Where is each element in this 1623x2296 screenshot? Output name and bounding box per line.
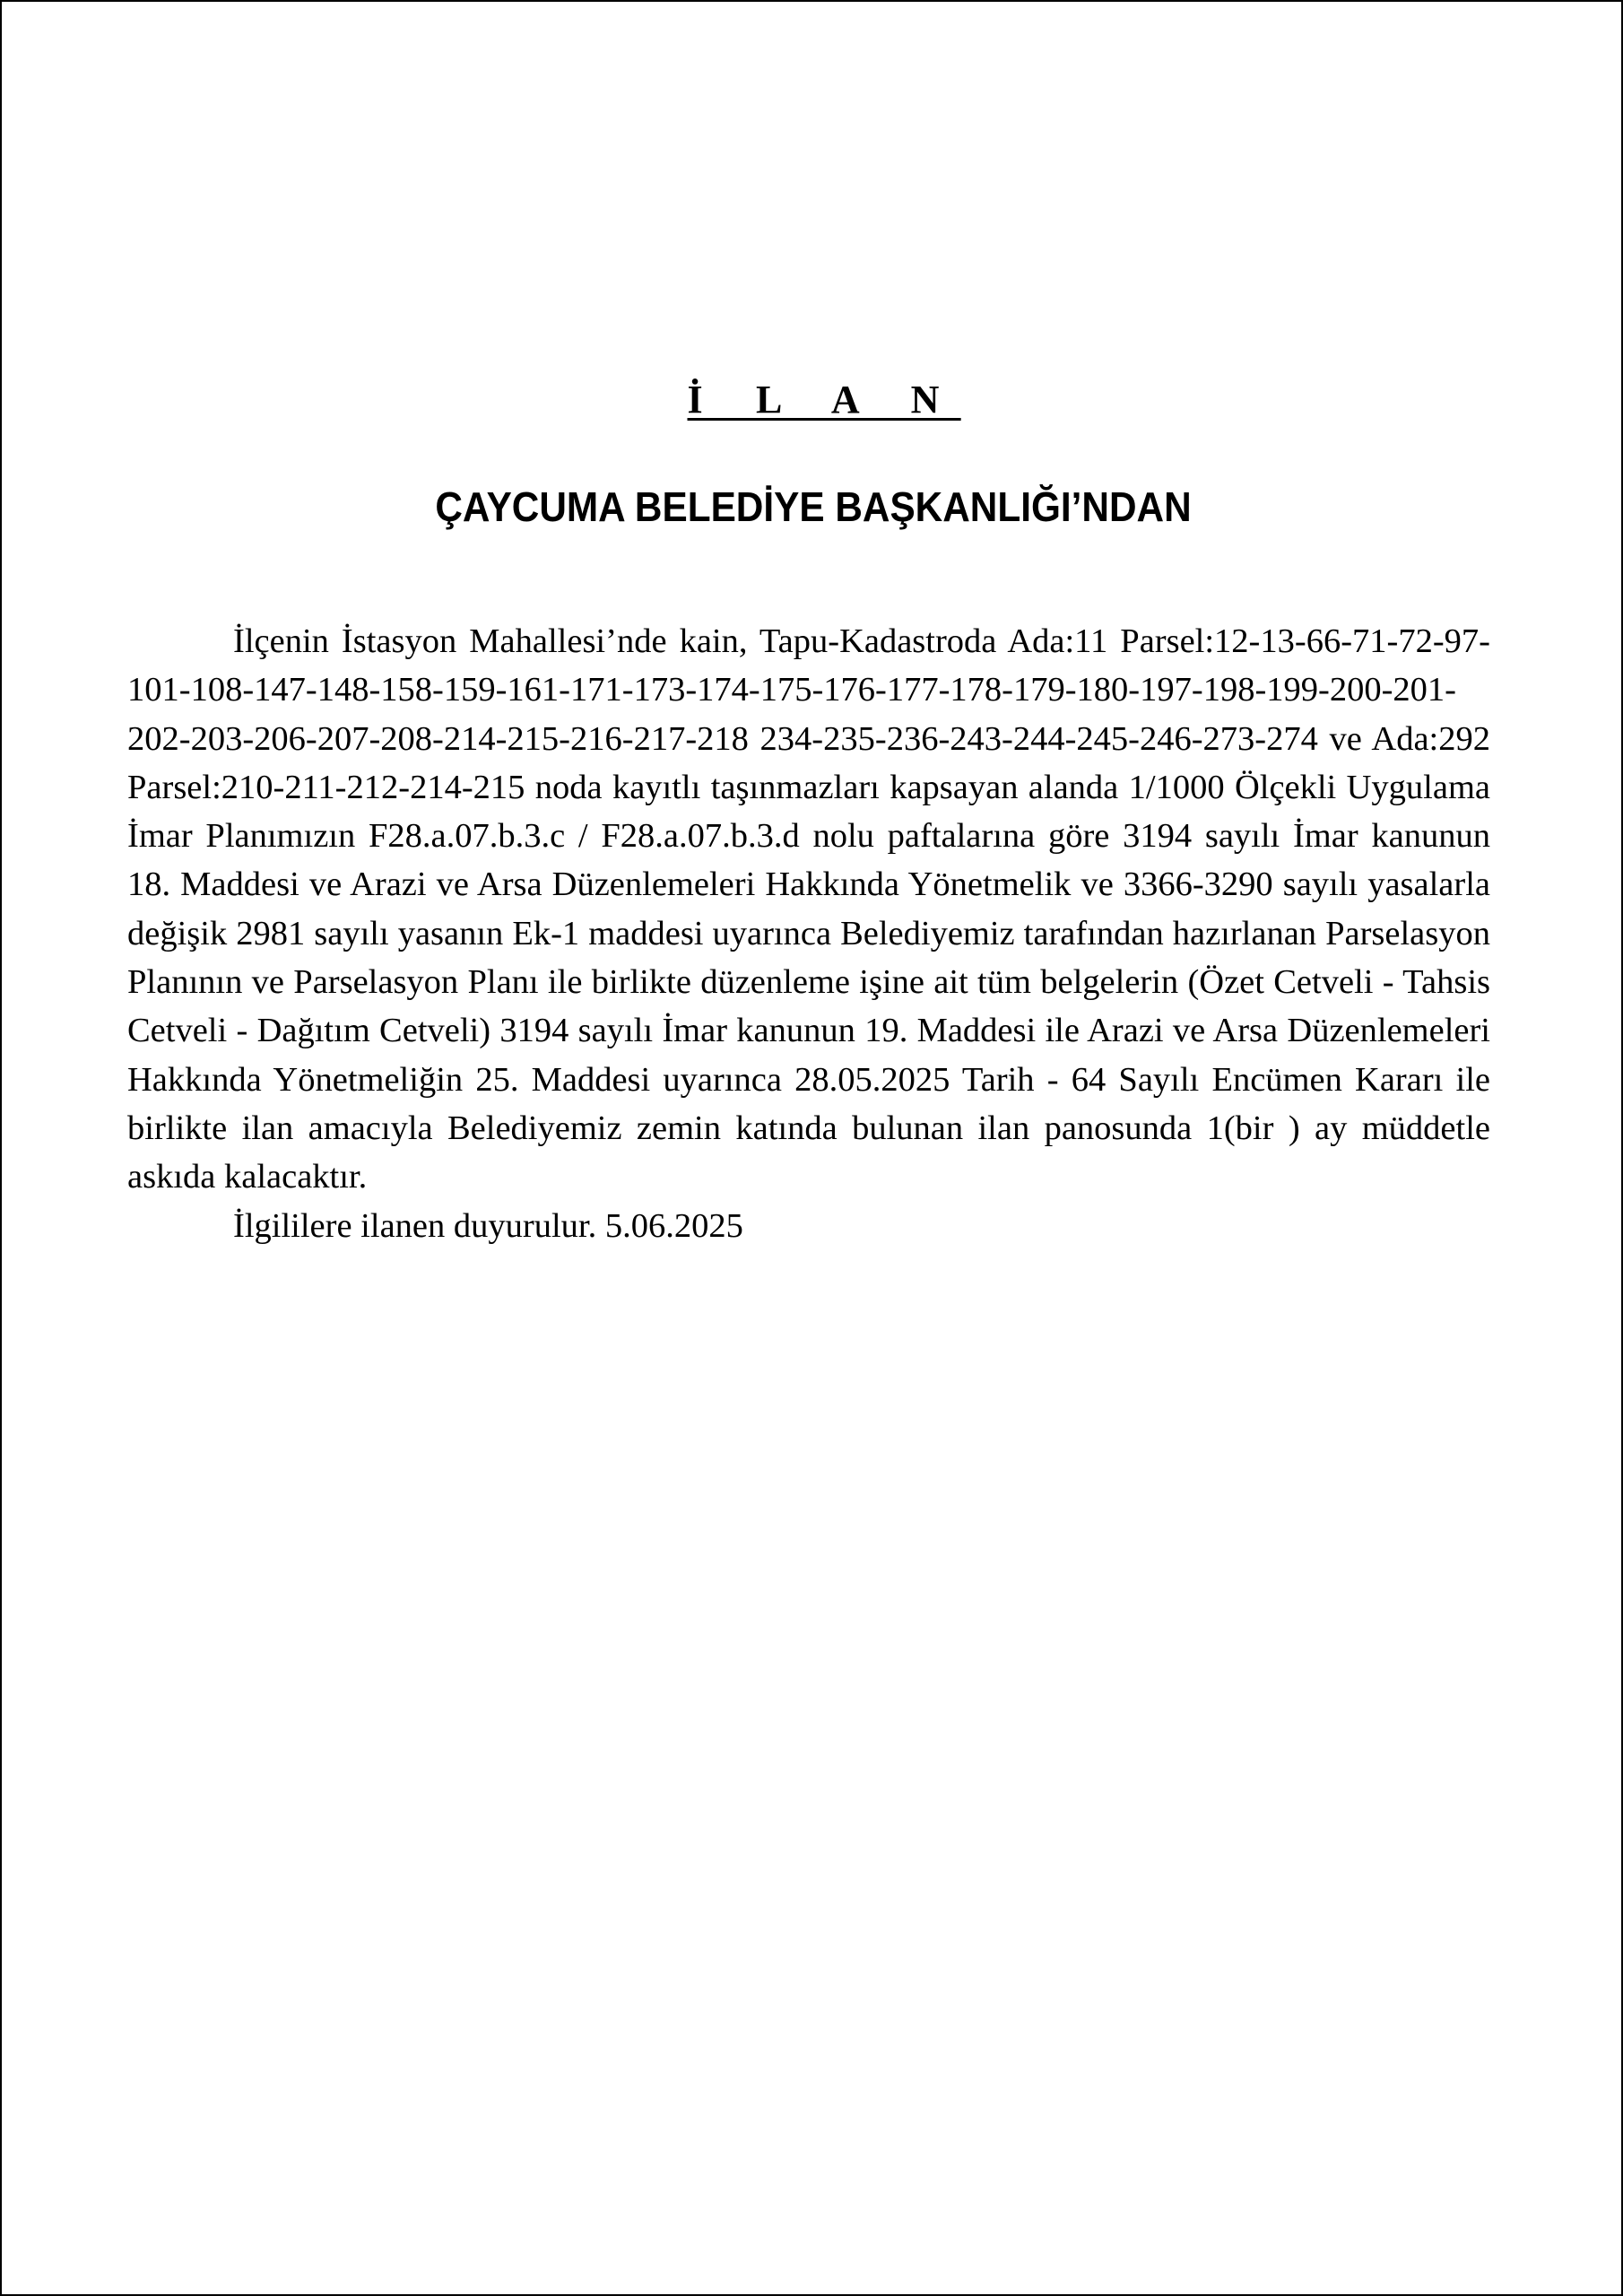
announcement-body	[127, 617, 1490, 1250]
issuer-heading: ÇAYCUMA BELEDİYE BAŞKANLIĞI’NDAN	[435, 483, 1192, 530]
body-paragraph: İlçenin İstasyon Mahallesi’nde kain, Tapu-Kadastroda Ada:11 Parsel:12-13-66-71-72-97-101-108-147-148-158-159-161-171-173-174-175-176-177-178-179-180-197-198-199-200-201-202-203-206-207-208-214-215-216-217-218 234-235-236-243-244-245-246-273-274 ve Ada:292 Parsel:210-211-212-214-215 noda kayıtlı taşınmazları kapsayan alanda 1/1000 Ölçekli Uygulama İmar Planımızın F28.a.07.b.3.c / F28.a.07.b.3.d nolu paftalarına göre 3194 sayılı İmar kanunun 18. Maddesi ve Arazi ve Arsa Düzenlemeleri Hakkında Yönetmelik ve 3366-3290 sayılı yasalarla değişik 2981 sayılı yasanın Ek-1 maddesi uyarınca Belediyemiz tarafından hazırlanan Parselasyon Planının ve Parselasyon Planı ile birlikte düzenleme işine ait tüm belgelerin (Özet Cetveli - Tahsis Cetveli - Dağıtım Cetveli) 3194 sayılı İmar kanunun 19. Maddesi ile Arazi ve Arsa Düzenlemeleri Hakkında Yönetmeliğin 25. Maddesi uyarınca 28.05.2025 Tarih - 64 Sayılı Encümen Kararı ile birlikte ilan amacıyla Belediyemiz zemin katında bulunan ilan panosunda 1(bir ) ay müddetle askıda kalacaktır.	[127, 622, 1490, 1196]
announcement-title	[2, 375, 1623, 425]
closing-paragraph: İlgililere ilanen duyurulur. 5.06.2025	[233, 1206, 743, 1245]
announcement-title-text: İ L A N	[687, 378, 961, 422]
